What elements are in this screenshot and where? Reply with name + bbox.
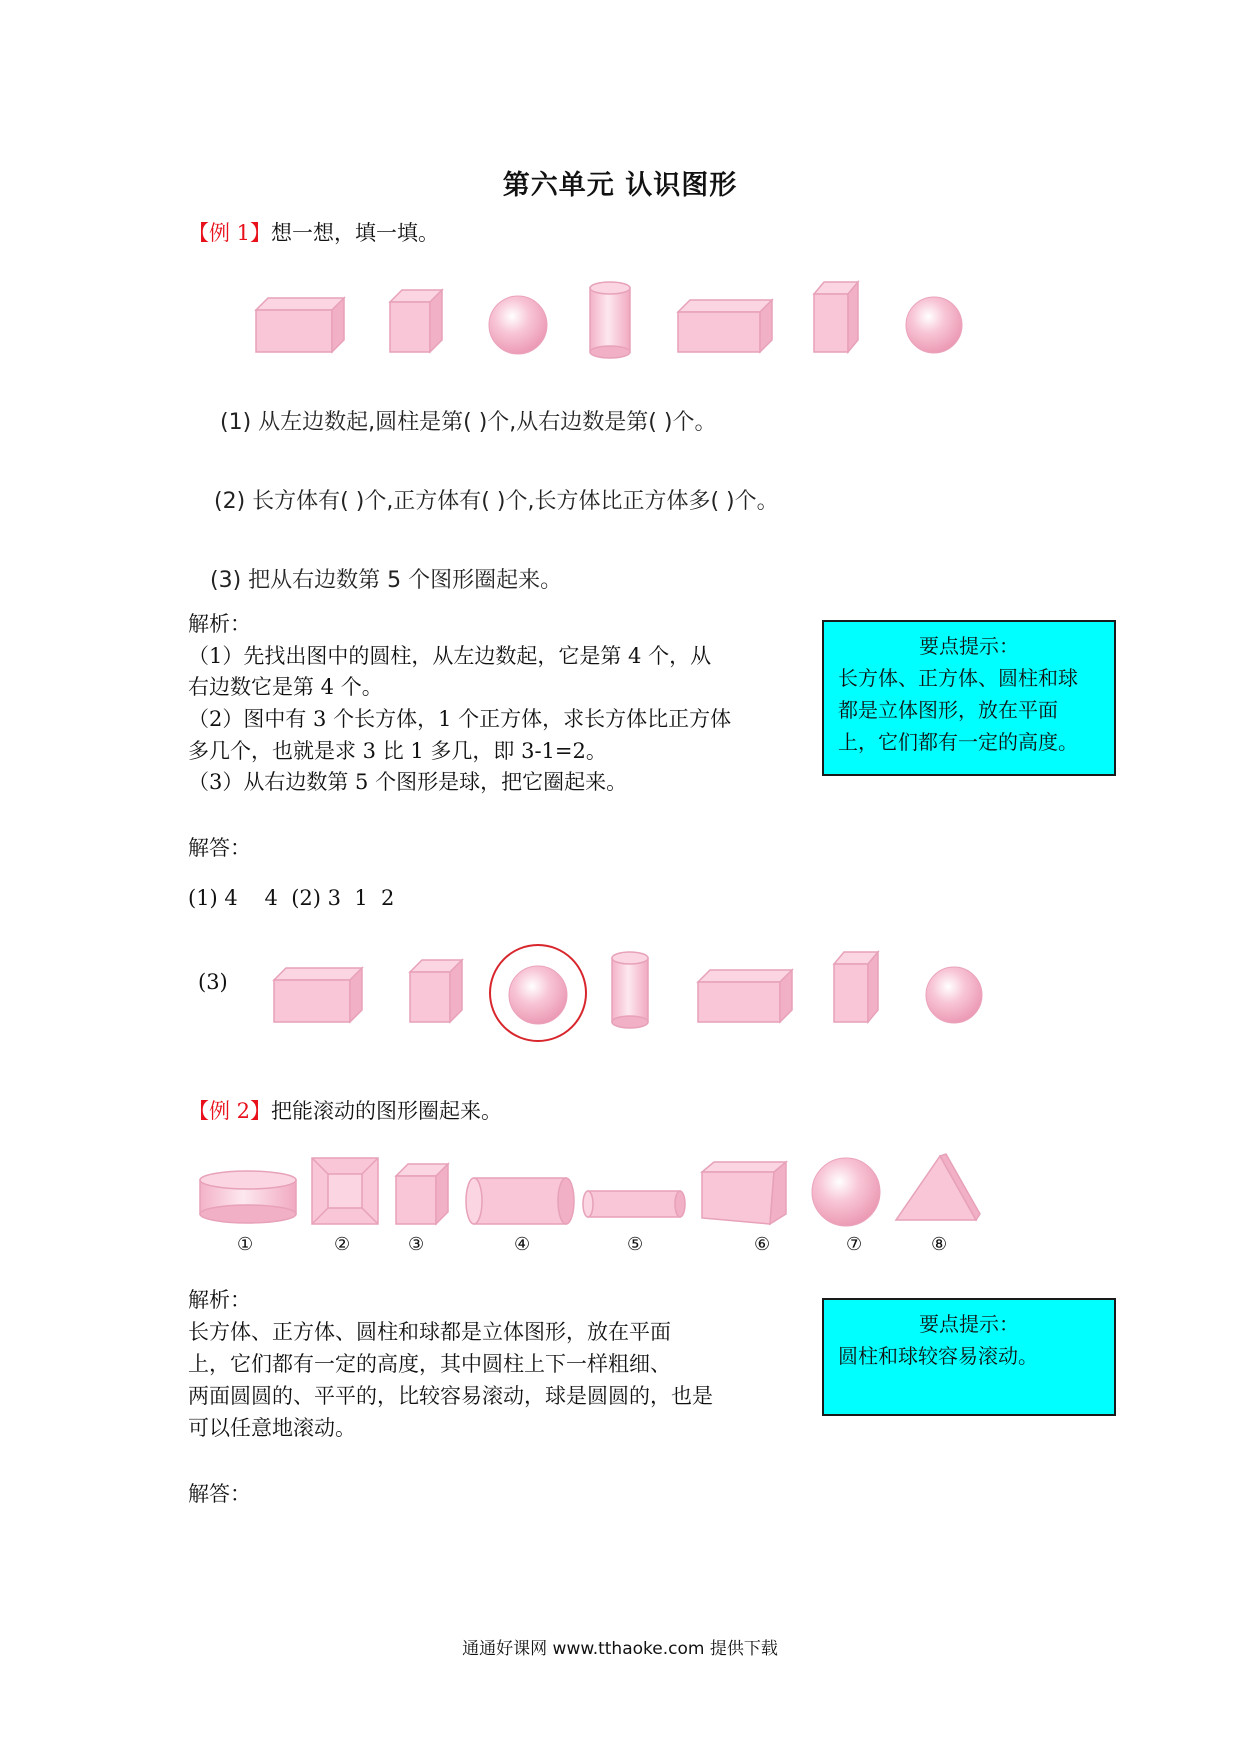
shape-number: ② <box>334 1234 351 1255</box>
shape-number: ⑦ <box>846 1234 863 1255</box>
answer-label: 解答： <box>188 836 251 860</box>
analysis-label: 解析： <box>188 612 251 636</box>
analysis-line: （3）从右边数第 5 个图形是球，把它圈起来。 <box>188 770 628 794</box>
question-3: (3) 把从右边数第 5 个图形圈起来。 <box>210 568 563 593</box>
sphere-shape <box>509 966 567 1024</box>
analysis-line: （2）图中有 3 个长方体，1 个正方体，求长方体比正方体 <box>188 707 732 731</box>
shape-number: ⑤ <box>627 1234 644 1255</box>
question-2: (2) 长方体有( )个,正方体有( )个,长方体比正方体多( )个。 <box>214 489 779 514</box>
page-title: 第六单元 认识图形 <box>502 170 738 201</box>
analysis-line: 右边数它是第 4 个。 <box>188 675 383 699</box>
example2-prompt: 把能滚动的图形圈起来。 <box>271 1099 503 1123</box>
cuboid-shape <box>702 1162 786 1224</box>
triangular-prism-shape <box>896 1154 980 1220</box>
analysis-line: 上，它们都有一定的高度，其中圆柱上下一样粗细、 <box>188 1352 671 1376</box>
analysis-line: 多几个，也就是求 3 比 1 多几，即 3-1=2。 <box>188 739 607 763</box>
example2-tag: 【例 2】 <box>188 1099 272 1123</box>
cylinder-shape <box>612 952 648 1028</box>
cuboid-shape <box>678 300 772 352</box>
tip-line: 都是立体图形，放在平面 <box>838 698 1058 722</box>
example2-shapes <box>196 1148 996 1264</box>
footer: 通通好课网 www.tthaoke.com 提供下载 <box>462 1639 778 1659</box>
tip-box <box>822 1298 1116 1416</box>
sphere-shape <box>812 1158 880 1226</box>
tip-title: 要点提示： <box>919 634 1019 658</box>
example2-header <box>188 1095 502 1125</box>
frame-box-shape <box>312 1158 378 1224</box>
shape-number: ④ <box>514 1234 531 1255</box>
analysis-line: 长方体、正方体、圆柱和球都是立体图形，放在平面 <box>188 1320 671 1344</box>
answer-line: (1) 4 4 (2) 3 1 2 <box>188 886 395 910</box>
example1-shapes <box>250 280 970 370</box>
shape-number: ⑧ <box>931 1234 948 1255</box>
cube-shape <box>396 1164 448 1224</box>
disk-cylinder-shape <box>200 1171 296 1223</box>
answer-label: 解答： <box>188 1482 251 1506</box>
example1-tag: 【例 1】 <box>188 221 272 245</box>
example1-header <box>188 217 439 247</box>
analysis-label: 解析： <box>188 1288 251 1312</box>
question-1: (1) 从左边数起,圆柱是第( )个,从右边数是第( )个。 <box>220 410 717 435</box>
cube-shape <box>410 960 462 1022</box>
cuboid-shape <box>834 952 878 1022</box>
shape-number: ① <box>237 1234 254 1255</box>
sphere-shape <box>926 967 982 1023</box>
sphere-shape <box>489 296 547 354</box>
analysis-line: 两面圆圆的、平平的，比较容易滚动，球是圆圆的，也是 <box>188 1384 713 1408</box>
cuboid-shape <box>274 968 362 1022</box>
horizontal-cylinder-shape <box>466 1178 574 1224</box>
tip-box <box>822 620 1116 776</box>
cuboid-shape <box>814 282 858 352</box>
tip-line: 圆柱和球较容易滚动。 <box>838 1344 1038 1368</box>
tip-line: 长方体、正方体、圆柱和球 <box>838 666 1078 690</box>
cuboid-shape <box>698 970 792 1022</box>
sphere-shape <box>906 297 962 353</box>
horizontal-cylinder-shape <box>583 1191 685 1217</box>
answer-3-label: (3) <box>198 970 228 994</box>
cuboid-shape <box>256 298 344 352</box>
tip-line: 上，它们都有一定的高度。 <box>838 730 1078 754</box>
analysis-line: 可以任意地滚动。 <box>188 1416 356 1440</box>
cube-shape <box>390 290 442 352</box>
answer-shapes <box>270 940 990 1050</box>
cylinder-shape <box>590 282 630 358</box>
analysis-line: （1）先找出图中的圆柱，从左边数起，它是第 4 个，从 <box>188 644 712 668</box>
shape-number: ⑥ <box>754 1234 771 1255</box>
tip-title: 要点提示： <box>919 1312 1019 1336</box>
example1-prompt: 想一想，填一填。 <box>271 221 440 245</box>
shape-number: ③ <box>408 1234 425 1255</box>
